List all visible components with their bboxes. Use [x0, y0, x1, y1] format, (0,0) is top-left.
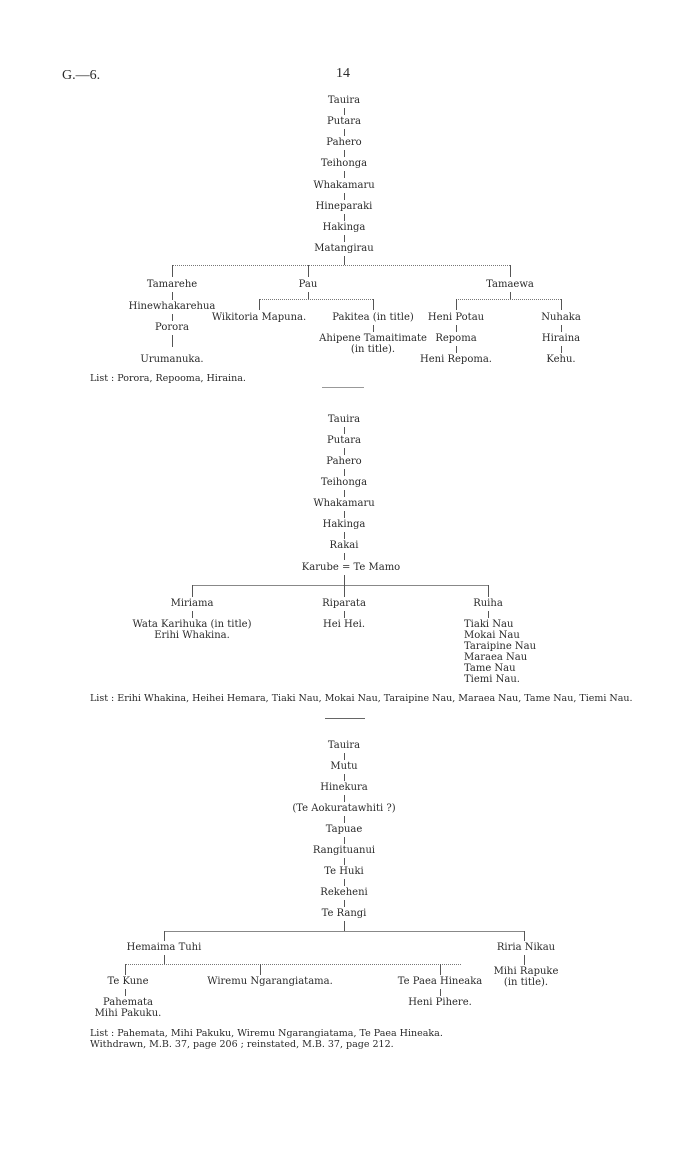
- person-name: Tiaki Nau: [464, 619, 514, 630]
- ancestor-name: Hakinga: [322, 519, 366, 530]
- person-name: Pakitea (in title): [332, 312, 414, 323]
- person-name: Te Kune: [107, 976, 149, 987]
- person-name: Nuhaka: [541, 312, 581, 323]
- person-name: Hemaima Tuhi: [126, 942, 202, 953]
- person-name: Tiemi Nau.: [464, 674, 520, 685]
- person-name: Kehu.: [546, 354, 576, 365]
- person-name: Maraea Nau: [464, 652, 528, 663]
- person-name: Heni Pihere.: [408, 997, 472, 1008]
- person-name: Tamaewa: [486, 279, 534, 290]
- couple-names: Karube = Te Mamo: [301, 562, 401, 573]
- person-name: Ahipene Tamaitimate: [319, 333, 427, 344]
- ancestor-name: Teihonga: [320, 477, 368, 488]
- ancestor-name: Te Rangi: [321, 908, 367, 919]
- person-name: Hiraina: [541, 333, 581, 344]
- page-number: 14: [336, 66, 350, 81]
- person-name: Pahemata: [102, 997, 154, 1008]
- ancestor-name: Pahero: [326, 137, 362, 148]
- withdrawal-note: Withdrawn, M.B. 37, page 206 ; reinstated, M.B. 37, page 212.: [90, 1039, 394, 1050]
- person-note: (in title).: [350, 344, 396, 355]
- person-name: Wata Karihuka (in title): [132, 619, 252, 630]
- person-name: Repoma: [435, 333, 477, 344]
- person-name: Mokai Nau: [464, 630, 520, 641]
- person-name: Wikitoria Mapuna.: [211, 312, 307, 323]
- person-name: Wiremu Ngarangiatama.: [207, 976, 333, 987]
- claimants-list: List : Erihi Whakina, Heihei Hemara, Tiaki Nau, Mokai Nau, Taraipine Nau, Maraea Nau, Tame Nau, Tiemi Nau.: [90, 693, 633, 704]
- ancestor-name: Tauira: [327, 414, 361, 425]
- ancestor-name: Putara: [327, 435, 361, 446]
- person-name: Heni Potau: [427, 312, 485, 323]
- ancestor-name: Hinekura: [320, 782, 368, 793]
- person-name: Tame Nau: [464, 663, 516, 674]
- ancestor-name: Tapuae: [325, 824, 363, 835]
- ancestor-name: (Te Aokuratawhiti ?): [292, 803, 396, 814]
- ancestor-name: Te Huki: [324, 866, 364, 877]
- ancestor-name: Rakai: [329, 540, 359, 551]
- report-reference: G.—6.: [62, 68, 101, 83]
- person-name: Riparata: [322, 598, 366, 609]
- ancestor-name: Hakinga: [322, 222, 366, 233]
- person-name: Hei Hei.: [322, 619, 366, 630]
- section-divider: [322, 387, 364, 388]
- ancestor-name: Hineparaki: [315, 201, 373, 212]
- claimants-list: List : Pahemata, Mihi Pakuku, Wiremu Ngarangiatama, Te Paea Hineaka.: [90, 1028, 443, 1039]
- person-name: Riria Nikau: [496, 942, 556, 953]
- ancestor-name: Teihonga: [320, 158, 368, 169]
- person-name: Mihi Rapuke: [493, 966, 559, 977]
- person-name: Ruiha: [473, 598, 503, 609]
- person-name: Hinewhakarehua: [128, 301, 216, 312]
- person-name: Taraipine Nau: [464, 641, 537, 652]
- person-name: Mihi Pakuku.: [94, 1008, 162, 1019]
- ancestor-name: Pahero: [326, 456, 362, 467]
- ancestor-name: Whakamaru: [313, 180, 375, 191]
- ancestor-name: Rekeheni: [320, 887, 368, 898]
- person-name: Te Paea Hineaka: [397, 976, 483, 987]
- person-name: Heni Repoma.: [420, 354, 492, 365]
- ancestor-name: Matangirau: [314, 243, 374, 254]
- ancestor-name: Whakamaru: [313, 498, 375, 509]
- person-name: Porora: [155, 322, 189, 333]
- person-name: Miriama: [170, 598, 214, 609]
- person-name: Pau: [298, 279, 318, 290]
- person-note: (in title).: [503, 977, 549, 988]
- section-divider: [325, 718, 365, 719]
- person-name: Tamarehe: [146, 279, 198, 290]
- person-name: Urumanuka.: [140, 354, 204, 365]
- ancestor-name: Rangituanui: [312, 845, 376, 856]
- person-name: Erihi Whakina.: [154, 630, 230, 641]
- ancestor-name: Tauira: [327, 95, 361, 106]
- claimants-list: List : Porora, Repooma, Hiraina.: [90, 373, 246, 384]
- ancestor-name: Mutu: [330, 761, 358, 772]
- ancestor-name: Tauira: [327, 740, 361, 751]
- ancestor-name: Putara: [327, 116, 361, 127]
